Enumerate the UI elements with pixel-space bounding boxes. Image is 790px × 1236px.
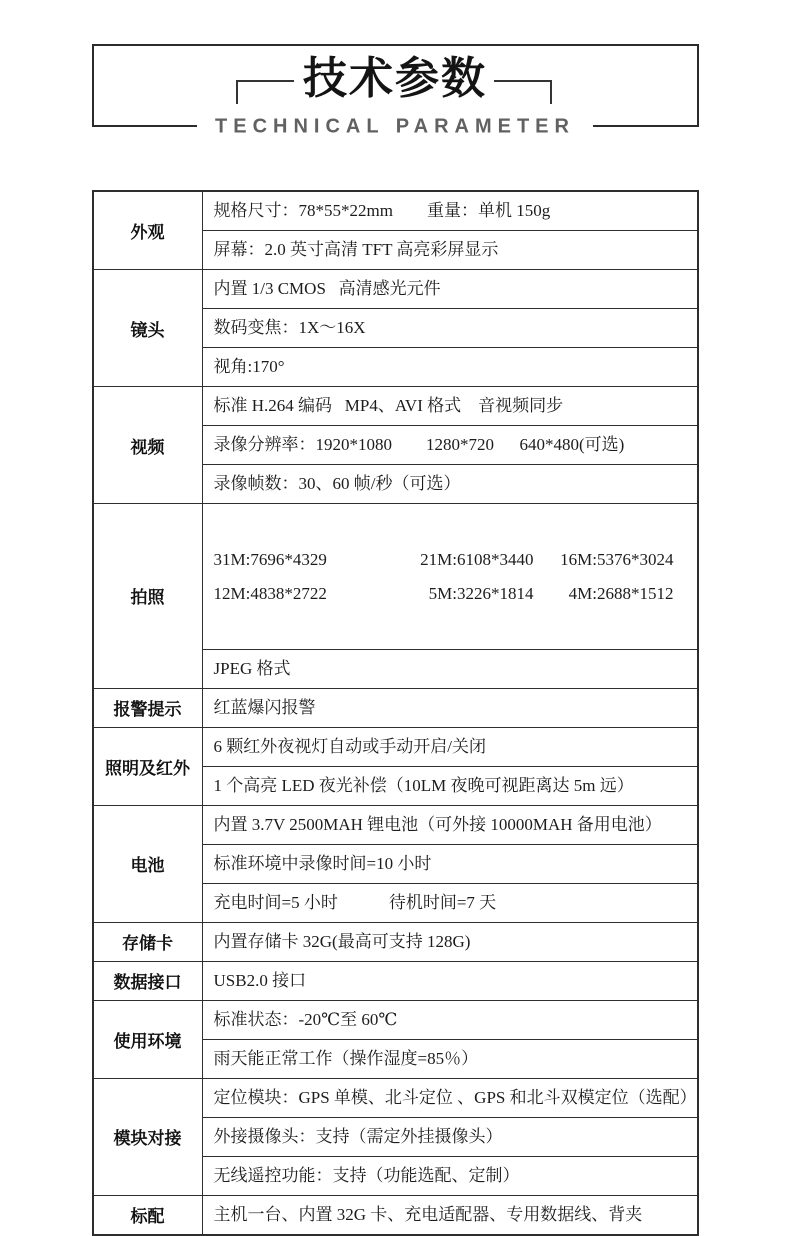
- category-battery: 电池: [93, 805, 203, 922]
- table-row: [93, 922, 698, 961]
- value-record-time: 标准环境中录像时间=10 小时: [202, 844, 698, 883]
- value-storage-card: 内置存储卡 32G(最高可支持 128G): [202, 922, 698, 961]
- value-led-light: 1 个高亮 LED 夜光补偿（10LM 夜晚可视距离达 5m 远）: [202, 766, 698, 805]
- category-storage-card: 存储卡: [93, 922, 203, 961]
- category-video: 视频: [93, 387, 203, 504]
- value-ir-lights: 6 颗红外夜视灯自动或手动开启/关闭: [202, 727, 698, 766]
- photo-resolution-grid: [214, 549, 691, 605]
- table-row: [93, 688, 698, 727]
- value-frame-rate: 录像帧数：30、60 帧/秒（可选）: [202, 465, 698, 504]
- category-lighting-ir: 照明及红外: [93, 727, 203, 805]
- value-remote-control: 无线遥控功能：支持（功能选配、定制）: [202, 1156, 698, 1195]
- category-module-docking: 模块对接: [93, 1078, 203, 1195]
- page: [0, 44, 790, 1226]
- value-gps-module: 定位模块：GPS 单模、北斗定位 、GPS 和北斗双模定位（选配）: [202, 1078, 698, 1117]
- table-row: [93, 961, 698, 1000]
- spec-table: [92, 190, 699, 1236]
- value-alarm: 红蓝爆闪报警: [202, 688, 698, 727]
- photo-resolution-21m: 21M:6108*3440: [420, 549, 534, 569]
- value-sensor: 内置 1/3 CMOS 高清感光元件: [202, 270, 698, 309]
- category-standard-kit: 标配: [93, 1195, 203, 1235]
- category-alarm: 报警提示: [93, 688, 203, 727]
- photo-resolution-16m: 16M:5376*3024: [560, 549, 674, 569]
- photo-resolution-12m: 12M:4838*2722: [213, 583, 327, 603]
- value-view-angle: 视角:170°: [202, 348, 698, 387]
- table-row: [93, 805, 698, 844]
- category-data-interface: 数据接口: [93, 961, 203, 1000]
- value-standard-accessories: 主机一台、内置 32G 卡、充电适配器、专用数据线、背夹: [202, 1195, 698, 1235]
- category-lens: 镜头: [93, 270, 203, 387]
- category-environment: 使用环境: [93, 1000, 203, 1078]
- value-video-resolution: 录像分辨率：1920*1080 1280*720 640*480(可选): [202, 426, 698, 465]
- table-row: [93, 1195, 698, 1235]
- table-row: [93, 504, 698, 650]
- value-humidity: 雨天能正常工作（操作湿度=85％）: [202, 1039, 698, 1078]
- value-battery-spec: 内置 3.7V 2500MAH 锂电池（可外接 10000MAH 备用电池）: [202, 805, 698, 844]
- photo-resolutions-cell: [202, 504, 698, 650]
- value-screen: 屏幕：2.0 英寸高清 TFT 高亮彩屏显示: [202, 231, 698, 270]
- value-codec-format: 标准 H.264 编码 MP4、AVI 格式 音视频同步: [202, 387, 698, 426]
- value-digital-zoom: 数码变焦：1X～16X: [202, 309, 698, 348]
- page-subtitle: TECHNICAL PARAMETER: [197, 115, 593, 138]
- value-charge-standby-time: 充电时间=5 小时 待机时间=7 天: [202, 883, 698, 922]
- table-row: [93, 270, 698, 309]
- category-exterior: 外观: [93, 191, 203, 270]
- table-row: [93, 387, 698, 426]
- table-row: [93, 1000, 698, 1039]
- right-corner-bracket-icon: [494, 80, 552, 104]
- value-dimensions-weight: 规格尺寸：78*55*22mm 重量：单机 150g: [202, 191, 698, 231]
- value-external-camera: 外接摄像头：支持（需定外挂摄像头）: [202, 1117, 698, 1156]
- table-row: [93, 191, 698, 231]
- value-usb-interface: USB2.0 接口: [202, 961, 698, 1000]
- page-title: 技术参数: [303, 54, 487, 103]
- category-photo: 拍照: [93, 504, 203, 689]
- title-box: [92, 44, 699, 138]
- value-photo-format: JPEG 格式: [202, 649, 698, 688]
- value-temperature-range: 标准状态：-20℃至 60℃: [202, 1000, 698, 1039]
- photo-resolution-31m: 31M:7696*4329: [213, 549, 327, 569]
- photo-resolution-4m: 4M:2688*1512: [568, 583, 674, 603]
- photo-resolution-5m: 5M:3226*1814: [428, 583, 534, 603]
- table-row: [93, 727, 698, 766]
- table-row: [93, 1078, 698, 1117]
